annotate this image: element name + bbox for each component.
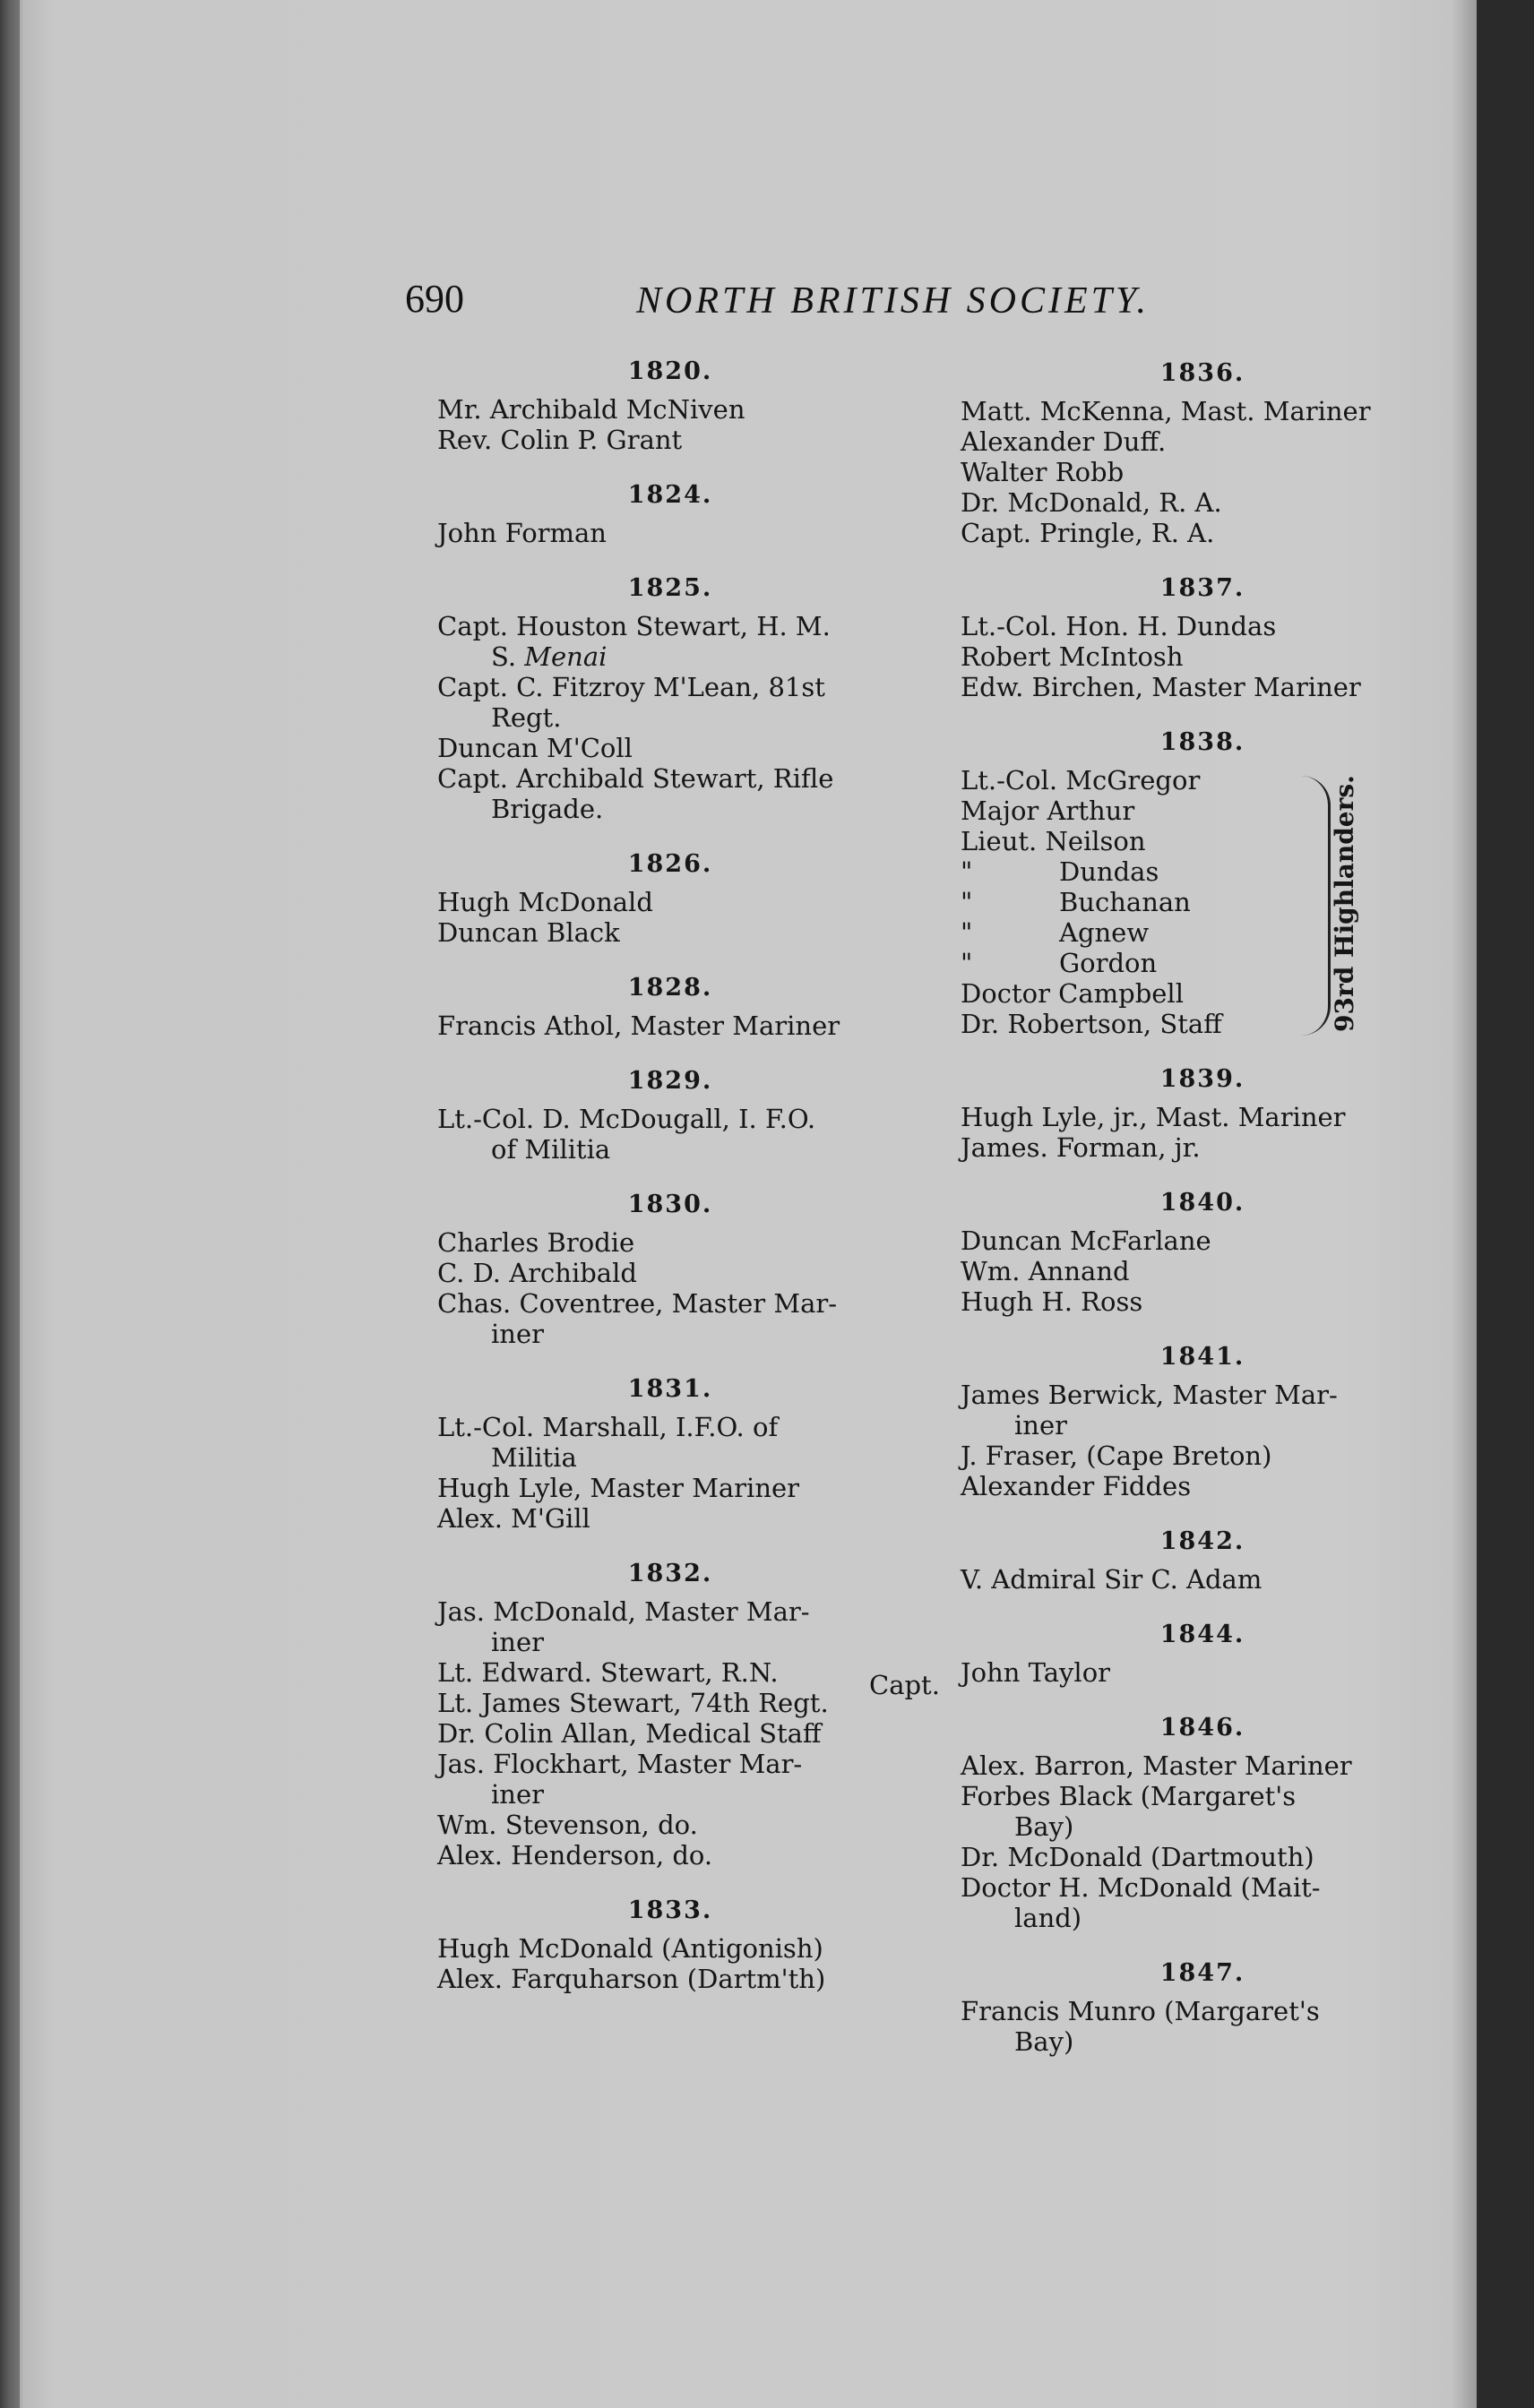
entry-continuation: iner xyxy=(1014,1410,1067,1440)
year-heading: 1832. xyxy=(627,1560,713,1587)
year-section-1839 xyxy=(961,1064,1444,1163)
entry-continuation: land) xyxy=(1014,1903,1082,1933)
entry-continuation: Regt. xyxy=(491,702,562,733)
ditto-mark: " xyxy=(961,948,973,978)
entry-name: Hugh McDonald (Antigonish) xyxy=(437,1933,823,1964)
year-section-1825 xyxy=(437,573,903,824)
running-header-title: NORTH BRITISH SOCIETY. xyxy=(636,280,1150,322)
list-item xyxy=(961,457,1444,487)
year-section-1847 xyxy=(961,1958,1444,2057)
year-section-1841 xyxy=(961,1342,1444,1501)
entry-name: James Berwick, Master Mar- xyxy=(961,1380,1338,1410)
entry-name: Dr. Robertson, Staff xyxy=(961,1009,1222,1039)
list-item xyxy=(961,611,1444,641)
entry-name: Lt.-Col. Marshall, I.F.O. of xyxy=(437,1412,779,1442)
list-item xyxy=(961,1380,1444,1440)
year-section-1828 xyxy=(437,973,903,1041)
list-item xyxy=(437,1503,903,1534)
entry-name: Gordon xyxy=(1059,948,1158,978)
entry-continuation: iner xyxy=(491,1319,544,1349)
list-item xyxy=(961,672,1444,702)
year-section-1831 xyxy=(437,1374,903,1534)
list-item xyxy=(437,1010,903,1041)
list-item xyxy=(961,396,1444,426)
year-section-1840 xyxy=(961,1188,1444,1317)
year-section-1829 xyxy=(437,1066,903,1165)
entry-name: Buchanan xyxy=(1059,887,1191,917)
list-item xyxy=(961,917,1444,948)
list-item xyxy=(961,518,1444,548)
list-item xyxy=(961,796,1444,826)
entry-name: Francis Athol, Master Mariner xyxy=(437,1010,840,1041)
list-item xyxy=(437,1473,903,1503)
entry-name: Capt. Pringle, R. A. xyxy=(961,518,1215,548)
entry-name: Jas. McDonald, Master Mar- xyxy=(437,1596,810,1627)
year-heading: 1837. xyxy=(1159,574,1245,602)
year-heading: 1846. xyxy=(1159,1714,1245,1742)
entry-name: Doctor H. McDonald (Mait- xyxy=(961,1872,1321,1903)
year-heading: 1824. xyxy=(627,481,713,509)
entry-name: Forbes Black (Margaret's xyxy=(961,1781,1297,1811)
list-item xyxy=(437,887,903,917)
list-item xyxy=(437,1964,903,1994)
list-item xyxy=(961,426,1444,457)
year-heading: 1844. xyxy=(1159,1621,1245,1648)
entry-name: Edw. Birchen, Master Mariner xyxy=(961,672,1361,702)
list-item xyxy=(961,826,1444,856)
year-section-1830 xyxy=(437,1190,903,1349)
list-item xyxy=(437,1718,903,1749)
year-heading: 1820. xyxy=(627,357,713,385)
list-item xyxy=(961,1842,1444,1872)
list-item xyxy=(437,733,903,763)
entry-name: John Forman xyxy=(437,518,607,548)
list-item xyxy=(437,1288,903,1349)
list-item xyxy=(961,856,1444,887)
list-item xyxy=(961,948,1444,978)
entry-name: Hugh McDonald xyxy=(437,887,653,917)
entry-name: Lt.-Col. McGregor xyxy=(961,765,1201,796)
regiment-label: 93rd Highlanders. xyxy=(1330,775,1359,1033)
list-item xyxy=(961,1440,1444,1471)
year-heading: 1830. xyxy=(627,1191,713,1218)
list-item xyxy=(961,1009,1444,1039)
page-number: 690 xyxy=(405,277,464,321)
list-item xyxy=(437,763,903,824)
list-item xyxy=(961,1564,1444,1595)
entry-name: Lieut. Neilson xyxy=(961,826,1146,856)
year-section-1842 xyxy=(961,1526,1444,1595)
entry-name: Chas. Coventree, Master Mar- xyxy=(437,1288,838,1319)
entry-continuation: Brigade. xyxy=(491,794,604,824)
entry-name: Matt. McKenna, Mast. Mariner xyxy=(961,396,1371,426)
entry-name: Capt. Archibald Stewart, Rifle xyxy=(437,763,834,794)
list-item xyxy=(437,1749,903,1810)
entry-name: Major Arthur xyxy=(961,796,1135,826)
list-item xyxy=(961,978,1444,1009)
entry-name: Agnew xyxy=(1059,917,1150,948)
entry-name: Duncan McFarlane xyxy=(961,1226,1211,1256)
year-heading: 1825. xyxy=(627,574,713,602)
year-section-1820 xyxy=(437,357,903,455)
year-heading: 1839. xyxy=(1159,1065,1245,1093)
list-item xyxy=(961,487,1444,518)
year-heading: 1828. xyxy=(627,974,713,1002)
entry-name: Hugh H. Ross xyxy=(961,1286,1143,1317)
left-column xyxy=(437,357,903,1994)
entry-continuation: S. Menai xyxy=(491,641,608,672)
list-item xyxy=(437,1933,903,1964)
year-section-1836 xyxy=(961,358,1444,548)
year-heading: 1842. xyxy=(1159,1527,1245,1555)
ditto-mark: " xyxy=(961,887,973,917)
ditto-mark: " xyxy=(961,856,973,887)
list-item xyxy=(437,1104,903,1165)
entry-name: Duncan M'Coll xyxy=(437,733,633,763)
regiment-brace xyxy=(1301,776,1331,1036)
year-section-1846 xyxy=(961,1713,1444,1933)
page-left-edge xyxy=(0,0,20,2408)
entry-name: Lt.-Col. D. McDougall, I. F.O. xyxy=(437,1104,816,1134)
year-heading: 1826. xyxy=(627,850,713,878)
entry-name: Dr. McDonald, R. A. xyxy=(961,487,1222,518)
entry-name: V. Admiral Sir C. Adam xyxy=(961,1564,1263,1595)
list-item xyxy=(961,641,1444,672)
entry-name: James. Forman, jr. xyxy=(961,1132,1201,1163)
entry-continuation: Bay) xyxy=(1014,1811,1074,1842)
year-section-1826 xyxy=(437,849,903,948)
list-item xyxy=(961,1286,1444,1317)
year-heading: 1833. xyxy=(627,1896,713,1924)
entry-continuation: Bay) xyxy=(1014,2026,1074,2057)
list-item xyxy=(961,1750,1444,1781)
capt-prefix-1844: Capt. xyxy=(869,1670,940,1700)
entry-continuation: Militia xyxy=(491,1442,577,1473)
entry-name: Jas. Flockhart, Master Mar- xyxy=(437,1749,803,1779)
list-item xyxy=(961,1132,1444,1163)
entry-continuation: iner xyxy=(491,1627,544,1657)
entry-name: Dundas xyxy=(1059,856,1159,887)
entry-name: Hugh Lyle, Master Mariner xyxy=(437,1473,800,1503)
year-heading: 1841. xyxy=(1159,1343,1245,1371)
list-item xyxy=(437,518,903,548)
entry-name: Alex. M'Gill xyxy=(437,1503,590,1534)
year-heading: 1838. xyxy=(1159,728,1245,756)
entry-name: Charles Brodie xyxy=(437,1227,635,1258)
highlanders-list xyxy=(961,765,1444,1039)
year-heading: 1840. xyxy=(1159,1189,1245,1217)
entry-name: John Taylor xyxy=(961,1657,1111,1688)
entry-name: Alexander Duff. xyxy=(961,426,1167,457)
entry-name: Francis Munro (Margaret's xyxy=(961,1996,1320,2026)
entry-name: J. Fraser, (Cape Breton) xyxy=(961,1440,1272,1471)
entry-name: Alex. Henderson, do. xyxy=(437,1840,713,1870)
list-item xyxy=(437,1227,903,1258)
entry-name: Alex. Barron, Master Mariner xyxy=(961,1750,1352,1781)
right-column xyxy=(961,358,1444,2057)
entry-name: Dr. McDonald (Dartmouth) xyxy=(961,1842,1314,1872)
entry-continuation: of Militia xyxy=(491,1134,611,1165)
year-heading: 1836. xyxy=(1159,359,1245,387)
list-item xyxy=(961,887,1444,917)
list-item xyxy=(437,1412,903,1473)
entry-name: Mr. Archibald McNiven xyxy=(437,394,745,425)
list-item xyxy=(437,1688,903,1718)
ditto-mark: " xyxy=(961,917,973,948)
entry-name: Rev. Colin P. Grant xyxy=(437,425,683,455)
list-item xyxy=(437,1596,903,1657)
entry-name: Wm. Annand xyxy=(961,1256,1130,1286)
list-item xyxy=(961,1256,1444,1286)
list-item xyxy=(437,672,903,733)
list-item xyxy=(437,1810,903,1840)
entry-continuation: iner xyxy=(491,1779,544,1810)
list-item xyxy=(437,1258,903,1288)
year-section-1833 xyxy=(437,1896,903,1994)
year-heading: 1847. xyxy=(1159,1959,1245,1987)
entry-name: Alexander Fiddes xyxy=(961,1471,1192,1501)
list-item xyxy=(961,1471,1444,1501)
list-item xyxy=(437,394,903,425)
year-heading: 1831. xyxy=(627,1375,713,1403)
page-right-edge xyxy=(1477,0,1534,2408)
list-item xyxy=(437,611,903,672)
list-item xyxy=(961,765,1444,796)
entry-name: Walter Robb xyxy=(961,457,1125,487)
year-section-1844 xyxy=(961,1620,1444,1688)
ship-name: Menai xyxy=(524,641,608,672)
year-section-1837 xyxy=(961,573,1444,702)
entry-name: Capt. Houston Stewart, H. M. xyxy=(437,611,831,641)
list-item xyxy=(437,917,903,948)
entry-name: Robert McIntosh xyxy=(961,641,1184,672)
year-section-1838 xyxy=(961,727,1444,1039)
entry-name: C. D. Archibald xyxy=(437,1258,637,1288)
list-item xyxy=(961,1226,1444,1256)
year-heading: 1829. xyxy=(627,1067,713,1095)
list-item xyxy=(961,1102,1444,1132)
list-item xyxy=(961,1657,1444,1688)
entry-name: Capt. C. Fitzroy M'Lean, 81st xyxy=(437,672,825,702)
entry-name: Lt.-Col. Hon. H. Dundas xyxy=(961,611,1277,641)
year-section-1832 xyxy=(437,1559,903,1870)
entry-name: Duncan Black xyxy=(437,917,620,948)
year-section-1824 xyxy=(437,480,903,548)
entry-name: Doctor Campbell xyxy=(961,978,1184,1009)
list-item xyxy=(961,1781,1444,1842)
entry-name: Lt. Edward. Stewart, R.N. xyxy=(437,1657,779,1688)
list-item xyxy=(961,1996,1444,2057)
entry-name: Wm. Stevenson, do. xyxy=(437,1810,698,1840)
entry-name: Lt. James Stewart, 74th Regt. xyxy=(437,1688,829,1718)
list-item xyxy=(437,1657,903,1688)
entry-name: Hugh Lyle, jr., Mast. Mariner xyxy=(961,1102,1346,1132)
entry-name: Alex. Farquharson (Dartm'th) xyxy=(437,1964,826,1994)
list-item xyxy=(437,425,903,455)
entry-name: Dr. Colin Allan, Medical Staff xyxy=(437,1718,822,1749)
list-item xyxy=(961,1872,1444,1933)
list-item xyxy=(437,1840,903,1870)
